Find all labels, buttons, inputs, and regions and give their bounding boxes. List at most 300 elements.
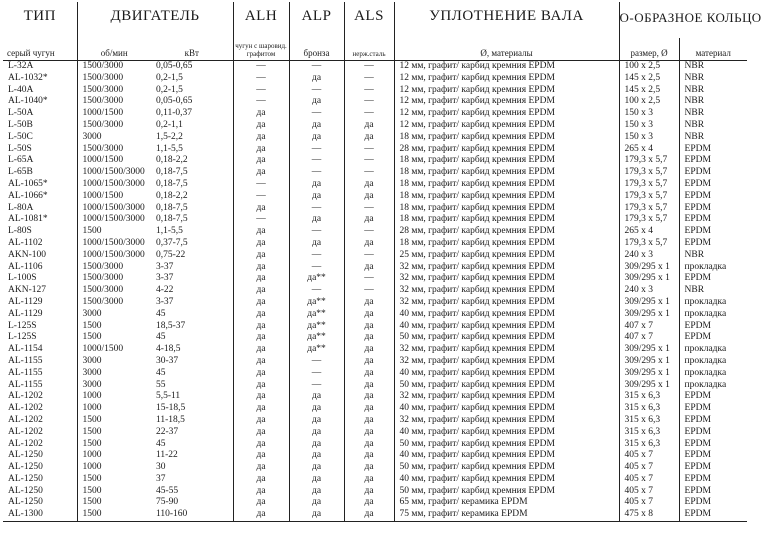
oring-size-cell: 405 x 7 [619,474,679,486]
als-cell: — [344,273,394,285]
table-row [3,226,747,238]
alp-cell: — [289,368,344,380]
alh-cell: да [233,332,289,344]
seal-cell: 18 мм, графит/ карбид кремния EPDM [394,214,619,226]
seal-cell: 50 мм, графит/ карбид кремния EPDM [394,380,619,392]
alp-cell: да [289,403,344,415]
table-row [3,486,747,498]
oring-material-cell: EPDM [684,143,711,154]
kw-cell: 30-37 [151,356,233,368]
seal-cell: 40 мм, графит/ карбид кремния EPDM [394,474,619,486]
rpm-cell: 1500 [82,485,102,496]
rpm-cell: 1500 [82,497,102,508]
oring-material-cell: прокладка [684,379,727,390]
oring-material-cell: EPDM [684,414,711,425]
motor-header: ДВИГАТЕЛЬ [77,2,233,38]
type-cell: AL-1300 [3,509,77,521]
material-subheader: материал [679,38,747,61]
alp-cell: да [289,497,344,509]
type-cell: AL-1154 [3,344,77,356]
oring-size-cell: 315 x 6,3 [619,415,679,427]
subheader-row [3,38,747,61]
kw-cell: 55 [151,380,233,392]
rpm-cell: 1500 [82,332,102,343]
oring-size-cell: 315 x 6,3 [619,427,679,439]
alp-cell: — [289,380,344,392]
als-header: ALS [344,2,394,38]
als-cell: да [344,509,394,521]
seal-subheader: Ø, материалы [394,38,619,61]
rpm-cell: 3000 [82,131,102,142]
type-cell: L-65B [3,167,77,179]
als-cell: да [344,474,394,486]
alp-subheader: бронза [289,38,344,61]
kw-cell: 30 [151,462,233,474]
alh-cell: да [233,439,289,451]
alh-cell: да [233,262,289,274]
kw-subheader: кВт [151,38,233,61]
kw-cell: 3-37 [151,297,233,309]
table-row [3,144,747,156]
oring-size-cell: 179,3 x 5,7 [619,179,679,191]
als-cell: — [344,85,394,97]
als-cell: да [344,462,394,474]
als-cell: да [344,439,394,451]
rpm-cell: 1000/1500 [82,190,124,201]
oring-size-cell: 309/295 x 1 [619,368,679,380]
als-cell: — [344,250,394,262]
table-row [3,332,747,344]
table-row [3,167,747,179]
rpm-cell: 1500 [82,414,102,425]
kw-cell: 3-37 [151,262,233,274]
rpm-cell: 1500/3000 [82,143,124,154]
alp-cell: — [289,250,344,262]
alp-cell: да [289,73,344,85]
als-cell: да [344,368,394,380]
alp-cell: да** [289,273,344,285]
table-body [3,61,747,522]
seal-cell: 32 мм, графит/ карбид кремния EPDM [394,356,619,368]
rpm-cell: 1000/1500 [82,108,124,119]
alp-cell: — [289,262,344,274]
alp-cell: — [289,108,344,120]
type-cell: AL-1250 [3,450,77,462]
oring-material-cell: прокладка [684,296,727,307]
seal-cell: 12 мм, графит/ карбид кремния EPDM [394,96,619,108]
als-cell: да [344,332,394,344]
kw-cell: 0,18-7,5 [151,203,233,215]
type-cell: AKN-100 [3,250,77,262]
kw-cell: 45 [151,439,233,451]
type-cell: L-50C [3,132,77,144]
alp-cell: — [289,61,344,73]
seal-cell: 12 мм, графит/ карбид кремния EPDM [394,108,619,120]
als-cell: да [344,427,394,439]
type-cell: AL-1081* [3,214,77,226]
table-row [3,380,747,392]
als-cell: да [344,120,394,132]
oring-size-cell: 309/295 x 1 [619,356,679,368]
rpm-cell: 3000 [82,367,102,378]
oring-size-cell: 405 x 7 [619,462,679,474]
alp-cell: да [289,132,344,144]
table-row [3,203,747,215]
type-cell: AL-1250 [3,497,77,509]
oring-material-cell: NBR [684,72,705,83]
alh-cell: да [233,297,289,309]
kw-cell: 75-90 [151,497,233,509]
kw-cell: 22-37 [151,427,233,439]
table-row [3,73,747,85]
kw-cell: 110-160 [151,509,233,521]
kw-cell: 0,18-2,2 [151,155,233,167]
als-cell: да [344,309,394,321]
rpm-cell: 1500 [82,438,102,449]
kw-cell: 0,18-7,5 [151,179,233,191]
oring-material-cell: EPDM [679,509,747,521]
type-cell: AL-1129 [3,297,77,309]
oring-material-cell: EPDM [684,462,711,473]
als-cell: да [344,344,394,356]
seal-cell: 50 мм, графит/ карбид кремния EPDM [394,439,619,451]
rpm-cell: 1000/1500/3000 [82,202,145,213]
seal-cell: 18 мм, графит/ карбид кремния EPDM [394,167,619,179]
oring-size-cell: 240 x 3 [619,250,679,262]
als-cell: — [344,285,394,297]
oring-material-cell: прокладка [684,308,727,319]
type-cell: AL-1250 [3,462,77,474]
alh-cell: да [233,132,289,144]
table-row [3,262,747,274]
type-cell: L-50B [3,120,77,132]
type-cell: L-65A [3,155,77,167]
kw-cell: 0,2-1,5 [151,73,233,85]
als-cell: да [344,238,394,250]
kw-cell: 0,37-7,5 [151,238,233,250]
rpm-cell: 1500/3000 [82,61,124,71]
als-cell: да [344,321,394,333]
kw-cell: 0,75-22 [151,250,233,262]
als-cell: — [344,96,394,108]
alh-cell: да [233,309,289,321]
alp-cell: да** [289,344,344,356]
oring-size-cell: 309/295 x 1 [619,297,679,309]
alp-cell: да [289,238,344,250]
oring-size-cell: 179,3 x 5,7 [619,238,679,250]
type-cell: AL-1202 [3,391,77,403]
alp-cell: — [289,226,344,238]
alh-cell: да [233,203,289,215]
seal-cell: 12 мм, графит/ карбид кремния EPDM [394,120,619,132]
alp-cell: да** [289,309,344,321]
als-cell: да [344,391,394,403]
alh-cell: — [233,96,289,108]
oring-size-cell: 475 x 8 [619,509,679,521]
rpm-subheader: об/мин [77,38,151,61]
table-row [3,285,747,297]
rpm-cell: 1500/3000 [82,96,124,107]
type-subheader: серый чугун [3,38,77,61]
oring-material-cell: EPDM [684,391,711,402]
seal-cell: 50 мм, графит/ карбид кремния EPDM [394,332,619,344]
seal-cell: 18 мм, графит/ карбид кремния EPDM [394,238,619,250]
oring-material-cell: EPDM [684,473,711,484]
rpm-cell: 3000 [82,308,102,319]
rpm-cell: 1500 [82,320,102,331]
oring-size-cell: 309/295 x 1 [619,262,679,274]
oring-material-cell: NBR [684,108,705,119]
table-row [3,155,747,167]
oring-material-cell: EPDM [684,226,711,237]
oring-size-cell: 150 x 3 [619,132,679,144]
alh-cell: да [233,167,289,179]
kw-cell: 0,18-7,5 [151,214,233,226]
table-row [3,474,747,486]
kw-cell: 45 [151,309,233,321]
alh-cell: — [233,85,289,97]
alh-cell: да [233,108,289,120]
table-row [3,321,747,333]
alp-cell: да [289,415,344,427]
oring-size-cell: 265 x 4 [619,226,679,238]
alh-cell: да [233,368,289,380]
seal-cell: 32 мм, графит/ карбид кремния EPDM [394,344,619,356]
alh-cell: да [233,450,289,462]
oring-size-cell: 315 x 6,3 [619,391,679,403]
rpm-cell: 1500/3000 [82,273,124,284]
type-cell: L-100S [3,273,77,285]
kw-cell: 4-18,5 [151,344,233,356]
seal-cell: 18 мм, графит/ карбид кремния EPDM [394,203,619,215]
seal-cell: 75 мм, графит/ керамика EPDM [394,509,619,521]
oring-size-cell: 145 x 2,5 [619,73,679,85]
oring-size-cell: 309/295 x 1 [619,309,679,321]
als-cell: — [344,73,394,85]
als-cell: да [344,132,394,144]
als-cell: — [344,144,394,156]
table-row [3,191,747,203]
als-subheader: нерж.сталь [344,38,394,61]
alh-cell: да [233,391,289,403]
oring-material-cell: прокладка [684,355,727,366]
type-cell: AL-1250 [3,486,77,498]
type-cell: L-50S [3,144,77,156]
oring-material-cell: EPDM [684,167,711,178]
seal-cell: 18 мм, графит/ карбид кремния EPDM [394,179,619,191]
table-row [3,415,747,427]
type-cell: L-50A [3,108,77,120]
seal-cell: 40 мм, графит/ карбид кремния EPDM [394,450,619,462]
alp-cell: да [289,214,344,226]
rpm-cell: 1000/1500/3000 [82,178,145,189]
alp-cell: — [289,356,344,368]
rpm-cell: 1500/3000 [82,119,124,130]
table-row [3,403,747,415]
als-cell: да [344,403,394,415]
seal-cell: 40 мм, графит/ карбид кремния EPDM [394,321,619,333]
table-row [3,462,747,474]
alh-cell: да [233,120,289,132]
seal-cell: 12 мм, графит/ карбид кремния EPDM [394,73,619,85]
type-cell: AL-1066* [3,191,77,203]
alp-cell: — [289,85,344,97]
alh-cell: — [233,73,289,85]
alh-cell: да [233,226,289,238]
alh-cell: да [233,356,289,368]
oring-size-cell: 309/295 x 1 [619,273,679,285]
als-cell: — [344,61,394,73]
alh-cell: да [233,486,289,498]
table-row [3,250,747,262]
alh-cell: — [233,191,289,203]
als-cell: — [344,203,394,215]
alp-cell: да [289,450,344,462]
type-cell: AL-1155 [3,380,77,392]
oring-material-cell: EPDM [684,202,711,213]
alh-header: ALH [233,2,289,38]
seal-cell: 18 мм, графит/ карбид кремния EPDM [394,155,619,167]
oring-size-cell: 150 x 3 [619,120,679,132]
als-cell: — [344,155,394,167]
als-cell: да [344,179,394,191]
alp-cell: да [289,191,344,203]
oring-material-cell: EPDM [684,178,711,189]
als-cell: да [344,356,394,368]
seal-cell: 40 мм, графит/ карбид кремния EPDM [394,403,619,415]
type-cell: AL-1040* [3,96,77,108]
oring-size-cell: 179,3 x 5,7 [619,167,679,179]
oring-size-cell: 315 x 6,3 [619,403,679,415]
type-cell: AL-1202 [3,415,77,427]
type-cell: L-125S [3,332,77,344]
seal-cell: 12 мм, графит/ карбид кремния EPDM [394,61,619,73]
oring-material-cell: EPDM [684,438,711,449]
seal-cell: 32 мм, графит/ карбид кремния EPDM [394,415,619,427]
rpm-cell: 1500/3000 [82,296,124,307]
type-cell: AL-1065* [3,179,77,191]
alh-cell: да [233,250,289,262]
kw-cell: 45 [151,332,233,344]
table-row [3,297,747,309]
oring-size-cell: 100 x 2,5 [619,96,679,108]
alp-header: ALP [289,2,344,38]
kw-cell: 0,18-2,2 [151,191,233,203]
type-cell: L-80A [3,203,77,215]
rpm-cell: 1500/3000 [82,285,124,296]
oring-material-cell: EPDM [684,426,711,437]
als-cell: да [344,262,394,274]
kw-cell: 11-18,5 [151,415,233,427]
alp-cell: — [289,155,344,167]
als-cell: да [344,380,394,392]
oring-size-cell: 407 x 7 [619,321,679,333]
kw-cell: 4-22 [151,285,233,297]
rpm-cell: 1500/3000 [82,261,124,272]
oring-size-cell: 405 x 7 [619,486,679,498]
kw-cell: 1,1-5,5 [151,226,233,238]
oring-material-cell: EPDM [684,485,711,496]
oring-material-cell: NBR [684,84,705,95]
seal-cell: 28 мм, графит/ карбид кремния EPDM [394,144,619,156]
oring-material-cell: прокладка [684,344,727,355]
oring-header: О-ОБРАЗНОЕ КОЛЬЦО [619,10,762,25]
kw-cell: 0,2-1,5 [151,85,233,97]
table-row [3,96,747,108]
oring-size-cell: 240 x 3 [619,285,679,297]
table-row [3,497,747,509]
seal-cell: 65 мм, графит/ керамика EPDM [394,497,619,509]
alp-cell: да** [289,332,344,344]
alh-cell: да [233,273,289,285]
size-subheader: размер, Ø [619,38,679,61]
kw-cell: 0,05-0,65 [151,96,233,108]
kw-cell: 0,05-0,65 [151,61,233,73]
als-cell: — [344,167,394,179]
alp-cell: да [289,462,344,474]
table-row [3,273,747,285]
seal-cell: 32 мм, графит/ карбид кремния EPDM [394,285,619,297]
oring-material-cell: прокладка [684,261,727,272]
rpm-cell: 1500 [82,226,102,237]
alp-cell: да [289,120,344,132]
alp-cell: да [289,439,344,451]
table-row [3,509,747,521]
seal-cell: 40 мм, графит/ карбид кремния EPDM [394,368,619,380]
oring-material-cell: EPDM [684,497,711,508]
oring-material-cell: NBR [684,285,705,296]
oring-material-cell: NBR [684,119,705,130]
table-row [3,439,747,451]
alh-cell: да [233,427,289,439]
rpm-cell: 3000 [82,355,102,366]
oring-material-cell: NBR [684,249,705,260]
table-row [3,179,747,191]
alp-cell: — [289,144,344,156]
alh-cell: — [233,214,289,226]
type-cell: AL-1202 [3,439,77,451]
alp-cell: да [289,96,344,108]
rpm-cell: 1500 [82,426,102,437]
seal-cell: 32 мм, графит/ карбид кремния EPDM [394,262,619,274]
oring-size-cell: 150 x 3 [619,108,679,120]
alp-cell: — [289,285,344,297]
table-row [3,132,747,144]
rpm-cell: 1000 [82,450,102,461]
oring-material-cell: EPDM [684,273,711,284]
seal-cell: 32 мм, графит/ карбид кремния EPDM [394,297,619,309]
alp-cell: да [289,391,344,403]
alh-cell: да [233,474,289,486]
kw-cell: 15-18,5 [151,403,233,415]
rpm-cell: 1000/1500 [82,344,124,355]
oring-size-cell: 265 x 4 [619,144,679,156]
type-cell: AL-1155 [3,356,77,368]
alp-cell: да** [289,297,344,309]
als-cell: — [344,226,394,238]
pump-spec-table [3,2,762,522]
type-cell: AKN-127 [3,285,77,297]
als-cell: да [344,214,394,226]
type-cell: AL-1202 [3,403,77,415]
oring-size-cell: 407 x 7 [619,332,679,344]
type-cell: AL-1155 [3,368,77,380]
kw-cell: 45-55 [151,486,233,498]
oring-size-cell: 309/295 x 1 [619,380,679,392]
table-row [3,85,747,97]
table-row [3,368,747,380]
oring-material-cell: EPDM [684,155,711,166]
